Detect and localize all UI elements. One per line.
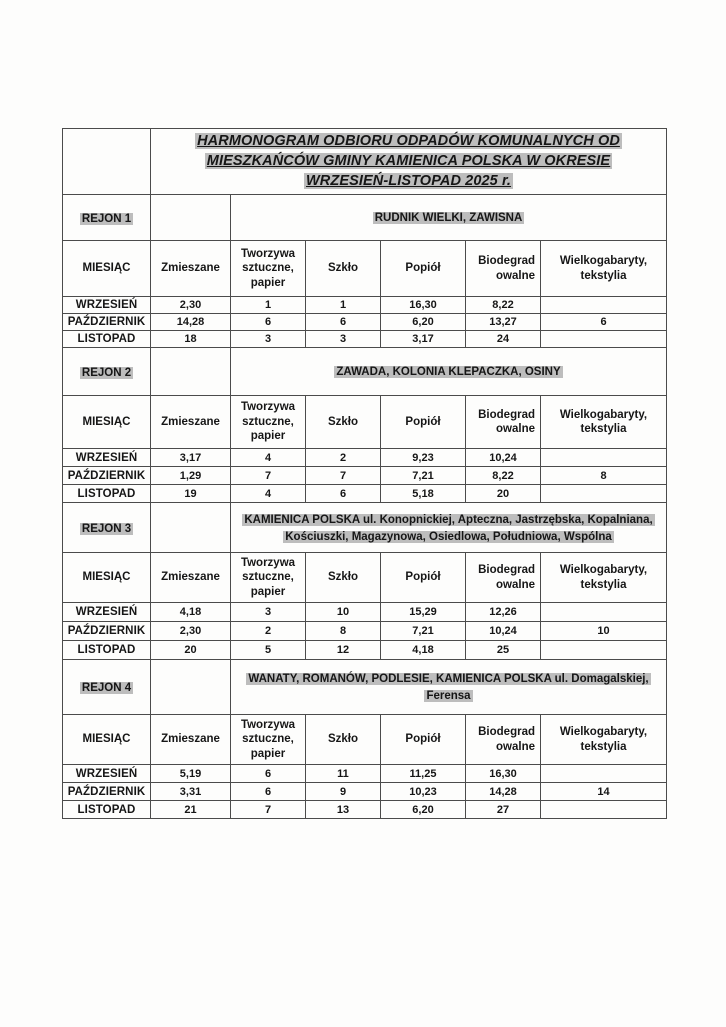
table-row [63, 297, 667, 314]
column-header-month: MIESIĄC [63, 553, 151, 603]
data-cell: 10,24 [466, 622, 541, 641]
data-cell: 24 [466, 331, 541, 348]
data-cell: 2 [231, 622, 306, 641]
table-row [63, 467, 667, 485]
table-row [63, 603, 667, 622]
column-header-szklo: Szkło [306, 715, 381, 765]
data-cell: 3,31 [151, 783, 231, 801]
month-cell: PAŹDZIERNIK [63, 314, 151, 331]
data-cell [541, 297, 667, 314]
data-cell: 8 [306, 622, 381, 641]
rejon-4-label: REJON 4 [63, 660, 151, 715]
data-cell: 3,17 [151, 449, 231, 467]
data-cell: 9,23 [381, 449, 466, 467]
column-header-popiol: Popiół [381, 396, 466, 449]
data-cell: 13 [306, 801, 381, 819]
table-row [63, 765, 667, 783]
data-cell: 27 [466, 801, 541, 819]
column-header-zmieszane: Zmieszane [151, 396, 231, 449]
rejon-1-header-row [63, 241, 667, 297]
data-cell: 7 [231, 467, 306, 485]
month-cell: WRZESIEŃ [63, 603, 151, 622]
data-cell: 10 [541, 622, 667, 641]
data-cell: 3,17 [381, 331, 466, 348]
rejon-4-empty-cell [151, 660, 231, 715]
column-header-month: MIESIĄC [63, 715, 151, 765]
rejon-1-location: RUDNIK WIELKI, ZAWISNA [231, 195, 667, 241]
data-cell: 5,18 [381, 485, 466, 503]
column-header-wielkogabaryty: Wielkogabaryty, tekstylia [541, 396, 667, 449]
column-header-popiol: Popiół [381, 715, 466, 765]
rejon-3-label: REJON 3 [63, 503, 151, 553]
month-cell: WRZESIEŃ [63, 297, 151, 314]
title-row [63, 129, 667, 195]
data-cell: 3 [231, 331, 306, 348]
column-header-tworzywa: Tworzywa sztuczne, papier [231, 241, 306, 297]
rejon-3-empty-cell [151, 503, 231, 553]
rejon-1-row [63, 195, 667, 241]
column-header-zmieszane: Zmieszane [151, 241, 231, 297]
page-title [151, 129, 667, 195]
data-cell: 7,21 [381, 622, 466, 641]
data-cell: 2 [306, 449, 381, 467]
rejon-1-empty-cell [151, 195, 231, 241]
month-cell: LISTOPAD [63, 641, 151, 660]
column-header-zmieszane: Zmieszane [151, 553, 231, 603]
data-cell: 12 [306, 641, 381, 660]
data-cell: 2,30 [151, 297, 231, 314]
rejon-1-label: REJON 1 [63, 195, 151, 241]
month-cell: WRZESIEŃ [63, 765, 151, 783]
table-row [63, 485, 667, 503]
data-cell: 18 [151, 331, 231, 348]
rejon-2-header-row [63, 396, 667, 449]
table-row [63, 783, 667, 801]
column-header-popiol: Popiół [381, 553, 466, 603]
data-cell: 19 [151, 485, 231, 503]
data-cell [541, 603, 667, 622]
column-header-szklo: Szkło [306, 553, 381, 603]
table-row [63, 314, 667, 331]
data-cell: 15,29 [381, 603, 466, 622]
column-header-month: MIESIĄC [63, 396, 151, 449]
data-cell: 13,27 [466, 314, 541, 331]
data-cell: 5,19 [151, 765, 231, 783]
data-cell: 1 [306, 297, 381, 314]
data-cell [541, 765, 667, 783]
data-cell [541, 485, 667, 503]
page-title-line-3: WRZESIEŃ-LISTOPAD 2025 r. [306, 173, 512, 189]
waste-collection-schedule-table [62, 128, 667, 819]
month-cell: LISTOPAD [63, 485, 151, 503]
data-cell: 1 [231, 297, 306, 314]
data-cell: 20 [151, 641, 231, 660]
data-cell: 7 [306, 467, 381, 485]
column-header-szklo: Szkło [306, 396, 381, 449]
month-cell: PAŹDZIERNIK [63, 467, 151, 485]
rejon-4-location: WANATY, ROMANÓW, PODLESIE, KAMIENICA POLSKA ul. Domagalskiej, Ferensa [231, 660, 667, 715]
month-cell: PAŹDZIERNIK [63, 622, 151, 641]
column-header-biodegradowalne: Biodegrad owalne [466, 241, 541, 297]
data-cell [541, 331, 667, 348]
data-cell: 14 [541, 783, 667, 801]
data-cell: 11 [306, 765, 381, 783]
data-cell: 3 [231, 603, 306, 622]
data-cell: 6 [231, 314, 306, 331]
column-header-zmieszane: Zmieszane [151, 715, 231, 765]
data-cell [541, 641, 667, 660]
data-cell: 25 [466, 641, 541, 660]
data-cell: 6 [541, 314, 667, 331]
rejon-2-label: REJON 2 [63, 348, 151, 396]
data-cell: 1,29 [151, 467, 231, 485]
table-row [63, 622, 667, 641]
rejon-4-row [63, 660, 667, 715]
data-cell: 10,24 [466, 449, 541, 467]
data-cell: 9 [306, 783, 381, 801]
data-cell: 6 [231, 765, 306, 783]
table-row [63, 449, 667, 467]
rejon-2-row [63, 348, 667, 396]
data-cell: 6 [306, 314, 381, 331]
data-cell: 14,28 [466, 783, 541, 801]
month-cell: WRZESIEŃ [63, 449, 151, 467]
data-cell: 7,21 [381, 467, 466, 485]
column-header-biodegradowalne: Biodegrad owalne [466, 715, 541, 765]
rejon-2-empty-cell [151, 348, 231, 396]
data-cell: 4 [231, 449, 306, 467]
column-header-biodegradowalne: Biodegrad owalne [466, 396, 541, 449]
column-header-wielkogabaryty: Wielkogabaryty, tekstylia [541, 241, 667, 297]
data-cell: 8 [541, 467, 667, 485]
column-header-tworzywa: Tworzywa sztuczne, papier [231, 553, 306, 603]
column-header-biodegradowalne: Biodegrad owalne [466, 553, 541, 603]
data-cell [541, 449, 667, 467]
column-header-tworzywa: Tworzywa sztuczne, papier [231, 396, 306, 449]
data-cell: 8,22 [466, 297, 541, 314]
data-cell: 5 [231, 641, 306, 660]
data-cell: 16,30 [466, 765, 541, 783]
rejon-3-location: KAMIENICA POLSKA ul. Konopnickiej, Apteczna, Jastrzębska, Kopalniana, Kościuszki, Magazynowa, Osiedlowa, Południowa, Wspólna [231, 503, 667, 553]
data-cell: 20 [466, 485, 541, 503]
data-cell: 6 [231, 783, 306, 801]
title-row-empty-cell [63, 129, 151, 195]
table-row [63, 331, 667, 348]
column-header-wielkogabaryty: Wielkogabaryty, tekstylia [541, 553, 667, 603]
data-cell: 10 [306, 603, 381, 622]
month-cell: LISTOPAD [63, 331, 151, 348]
data-cell: 4,18 [151, 603, 231, 622]
table-row [63, 641, 667, 660]
data-cell: 21 [151, 801, 231, 819]
rejon-4-header-row [63, 715, 667, 765]
data-cell: 6 [306, 485, 381, 503]
column-header-wielkogabaryty: Wielkogabaryty, tekstylia [541, 715, 667, 765]
data-cell [541, 801, 667, 819]
rejon-3-header-row [63, 553, 667, 603]
rejon-3-row [63, 503, 667, 553]
data-cell: 4 [231, 485, 306, 503]
data-cell: 16,30 [381, 297, 466, 314]
page-title-line-1: HARMONOGRAM ODBIORU ODPADÓW KOMUNALNYCH OD [197, 133, 620, 149]
month-cell: LISTOPAD [63, 801, 151, 819]
page-title-line-2: MIESZKAŃCÓW GMINY KAMIENICA POLSKA W OKRESIE [206, 153, 611, 169]
column-header-popiol: Popiół [381, 241, 466, 297]
data-cell: 2,30 [151, 622, 231, 641]
data-cell: 3 [306, 331, 381, 348]
table-row [63, 801, 667, 819]
data-cell: 4,18 [381, 641, 466, 660]
data-cell: 12,26 [466, 603, 541, 622]
data-cell: 14,28 [151, 314, 231, 331]
rejon-2-location: ZAWADA, KOLONIA KLEPACZKA, OSINY [231, 348, 667, 396]
data-cell: 6,20 [381, 314, 466, 331]
month-cell: PAŹDZIERNIK [63, 783, 151, 801]
data-cell: 7 [231, 801, 306, 819]
data-cell: 11,25 [381, 765, 466, 783]
column-header-month: MIESIĄC [63, 241, 151, 297]
data-cell: 6,20 [381, 801, 466, 819]
column-header-szklo: Szkło [306, 241, 381, 297]
data-cell: 10,23 [381, 783, 466, 801]
data-cell: 8,22 [466, 467, 541, 485]
column-header-tworzywa: Tworzywa sztuczne, papier [231, 715, 306, 765]
